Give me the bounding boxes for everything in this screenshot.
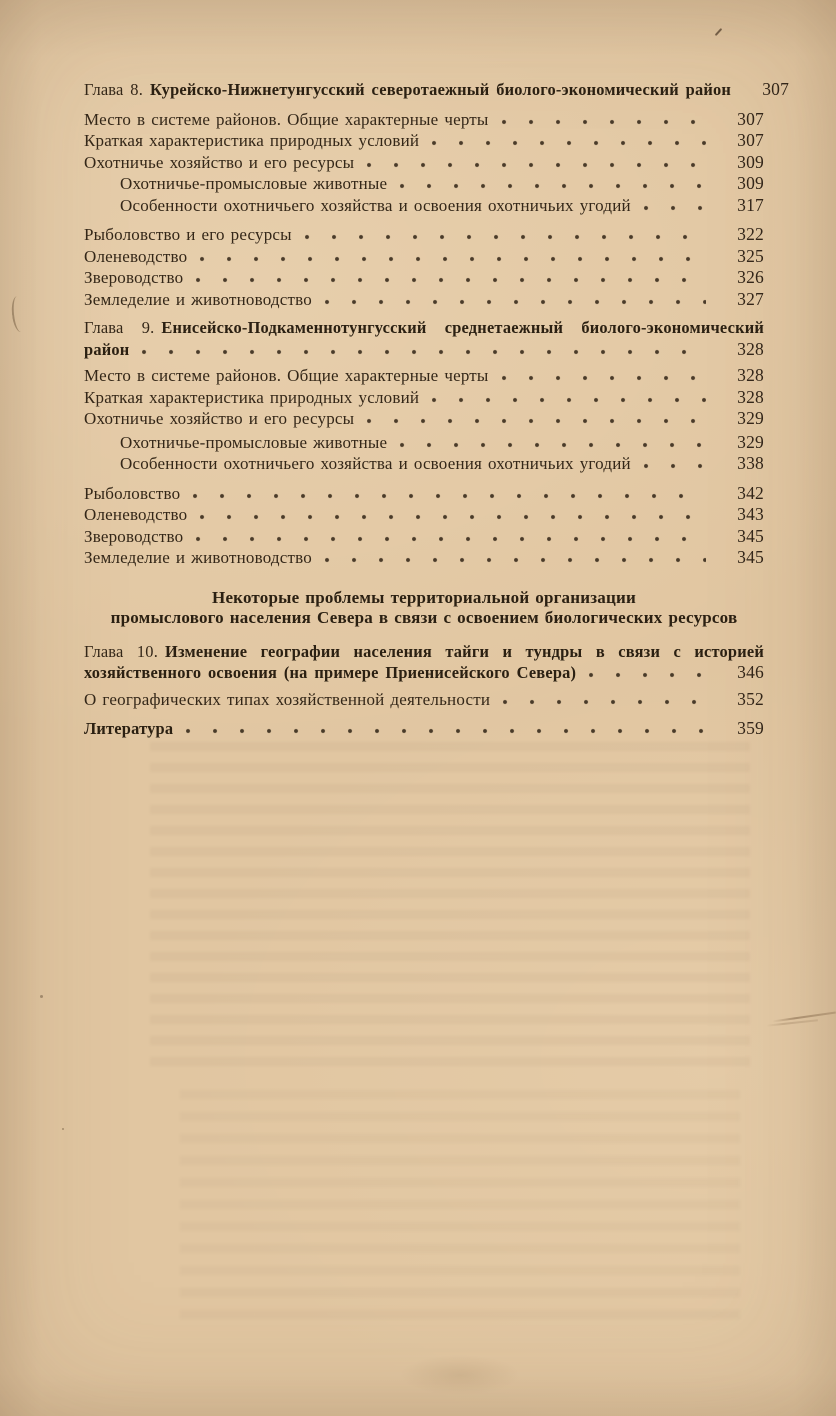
dot-leader (198, 250, 706, 262)
entry-title: Оленеводство (84, 246, 188, 266)
dot-leader (323, 293, 706, 305)
toc-row-chapter (84, 79, 790, 101)
toc-row-entry (84, 387, 764, 409)
toc-row-entry (84, 718, 764, 740)
page-number: 309 (737, 173, 764, 193)
page-number: 327 (737, 288, 764, 309)
toc-row-entry (84, 526, 764, 548)
entry-title: Особенности охотничьего хозяйства и освоения охотничьих угодий (120, 195, 631, 215)
entry-title: Земледелие и животноводство (84, 548, 312, 567)
entry-title: хозяйственного освоения (на примере Приенисейского Севера) (84, 663, 577, 682)
toc-row-entry (84, 408, 764, 430)
page-number: 338 (737, 453, 764, 473)
entry-title: Курейско-Нижнетунгусский северотаежный биолого-экономический район (150, 80, 732, 99)
dot-leader (500, 369, 706, 381)
page-number: 352 (737, 688, 764, 709)
dot-leader (735, 83, 739, 95)
entry-title: Рыболовство и его ресурсы (84, 225, 292, 244)
dot-leader (365, 412, 706, 424)
toc-row-entry (84, 246, 764, 268)
entry-title: Охотничье хозяйство и его ресурсы (84, 409, 355, 428)
entry-title: Изменение географии населения тайги и тундры в связи с историей (165, 641, 765, 661)
ink-fleck (715, 28, 723, 36)
page-number: 317 (737, 194, 764, 215)
toc-row-entry (84, 689, 764, 711)
dot-leader (365, 156, 706, 168)
toc-row-chapter (84, 642, 764, 663)
page-number: 359 (737, 718, 764, 738)
toc-row-entry (84, 267, 764, 289)
section-heading (84, 588, 764, 629)
page-number: 345 (737, 525, 764, 546)
pencil-mark (10, 295, 28, 332)
chapter-prefix: Глава 9. (84, 318, 155, 337)
dot-leader (184, 722, 706, 734)
toc-row-entry (84, 130, 764, 152)
toc-row-entry (84, 152, 764, 174)
table-of-contents (84, 79, 790, 740)
toc-row-chapter (84, 318, 764, 339)
chapter-prefix: Глава 10. (84, 641, 158, 661)
toc-row-entry (84, 339, 764, 361)
dot-leader (500, 113, 706, 125)
paper-speck (62, 1128, 64, 1130)
toc-row-subentry (84, 453, 764, 475)
page-number: 328 (737, 386, 764, 407)
entry-title: Охотничье-промысловые животные (120, 432, 388, 452)
page-number: 328 (737, 338, 764, 359)
toc-row-subentry (84, 173, 764, 195)
page-number: 307 (737, 108, 764, 129)
dot-leader (323, 551, 706, 563)
section-heading-line: промыслового населения Севера в связи с освоением биологических ресурсов (110, 608, 738, 627)
toc-row-subentry (84, 432, 764, 454)
toc-row-entry (84, 483, 764, 505)
entry-title: Енисейско-Подкаменнотунгусский среднетаежный биолого-экономический (161, 318, 764, 337)
dot-leader (642, 199, 706, 211)
chapter-prefix: Глава 8. (84, 80, 143, 99)
bleedthrough-text (180, 1090, 740, 1320)
entry-title: Рыболовство (84, 483, 181, 503)
page-number: 342 (737, 482, 764, 503)
section-heading-line: Некоторые проблемы территориальной организации (212, 587, 636, 607)
entry-title: Охотничье хозяйство и его ресурсы (84, 152, 355, 172)
page-number: 343 (737, 504, 764, 524)
toc-row-entry (84, 504, 764, 526)
dot-leader (198, 508, 706, 520)
toc-row-entry (84, 662, 764, 684)
entry-title: Охотничье-промысловые животные (120, 174, 388, 193)
dot-leader (501, 693, 706, 705)
toc-row-entry (84, 224, 764, 246)
page-number: 325 (737, 245, 764, 266)
page-number: 329 (737, 431, 764, 452)
entry-title: Краткая характеристика природных условий (84, 387, 420, 407)
page-number: 307 (737, 130, 764, 150)
dot-leader (642, 457, 706, 469)
paper-speck (40, 995, 43, 998)
entry-title: Особенности охотничьего хозяйства и освоения охотничьих угодий (120, 454, 631, 473)
dot-leader (194, 271, 706, 283)
dot-leader (587, 666, 706, 678)
entry-title: Земледелие и животноводство (84, 289, 312, 309)
paper-smudge (400, 1355, 520, 1395)
toc-row-subentry (84, 195, 764, 217)
page-number: 309 (737, 151, 764, 172)
entry-title: Место в системе районов. Общие характерные черты (84, 109, 489, 129)
page-number: 328 (737, 365, 764, 385)
dot-leader (194, 530, 706, 542)
entry-title: район (84, 339, 130, 359)
dot-leader (140, 343, 706, 355)
entry-title: Звероводство (84, 268, 184, 287)
entry-title: Литература (84, 719, 174, 738)
page-number: 326 (737, 267, 764, 287)
dot-leader (430, 391, 706, 403)
dot-leader (398, 436, 706, 448)
page-number: 345 (737, 547, 764, 567)
page-number: 307 (762, 79, 790, 99)
entry-title: Оленеводство (84, 505, 188, 524)
toc-row-entry (84, 109, 764, 131)
toc-row-entry (84, 365, 764, 387)
page-number: 329 (737, 408, 764, 428)
entry-title: Краткая характеристика природных условий (84, 131, 420, 150)
dot-leader (303, 228, 706, 240)
bleedthrough-text (150, 742, 750, 1072)
entry-title: Звероводство (84, 526, 184, 546)
dot-leader (191, 487, 706, 499)
entry-title: Место в системе районов. Общие характерные черты (84, 366, 489, 385)
page-number: 346 (737, 662, 764, 682)
dot-leader (430, 134, 706, 146)
entry-title: О географических типах хозяйственной деятельности (84, 689, 491, 709)
toc-row-entry (84, 289, 764, 311)
toc-row-entry (84, 547, 764, 569)
dot-leader (398, 177, 706, 189)
page-number: 322 (737, 224, 764, 244)
